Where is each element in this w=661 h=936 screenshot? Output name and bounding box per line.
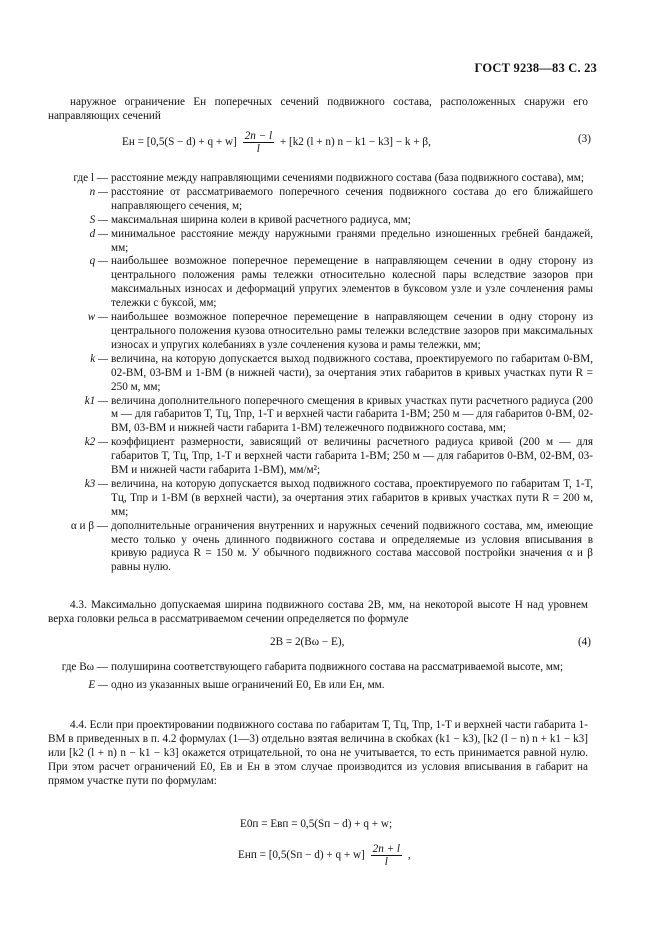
definition-item <box>48 661 593 675</box>
definition-text: расстояние между направляющими сечениями подвижного состава (база подвижного состава), мм; <box>111 172 584 184</box>
formula-3-fraction <box>243 130 274 155</box>
formula-6-denominator: l <box>384 856 388 868</box>
definition-item <box>48 214 593 228</box>
definition-text: наибольшее возможное поперечное перемещение в направляющем сечении в одну сторону из центрального положения кузова относительно рамы тележки вследствие зазоров при максимальных износах и упругих колебаниях в узле сочленения кузова и рамы тележки, мм; <box>111 311 593 351</box>
definition-item <box>48 395 593 437</box>
definition-text: коэффициент размерности, зависящий от величины расчетного радиуса кривой (200 м — для габаритов Т, Тц, Тпр, 1-Т и верхней части габарита 1-ВМ; 250 м — для габаритов 0-ВМ, 02-ВМ, 03-ВМ и нижней части габарита 1-ВМ), мм/м²; <box>111 436 593 477</box>
definition-item <box>48 255 593 311</box>
definition-item <box>48 186 593 214</box>
definition-text: величина, на которую допускается выход подвижного состава, проектируемого по габаритам 0-ВМ, 02-ВМ, 03-ВМ и 1-ВМ (в нижней части), за очертания этих габаритов в кривых участках пути R = 250 м, мм; <box>111 352 593 393</box>
formula-6-numerator: 2n + l <box>372 843 401 855</box>
definition-term: k — <box>90 352 108 365</box>
definition-text: полуширина соответствующего габарита подвижного состава на рассматриваемой высоте, мм; <box>111 661 564 673</box>
formula-3-lhs: Eн = [0,5(S − d) + q + w] <box>122 136 237 149</box>
definition-term: d — <box>89 227 108 240</box>
definition-item <box>48 436 593 478</box>
definition-text: минимальное расстояние между наружными гранями предельно изношенных гребней бандажей, мм; <box>111 227 593 254</box>
definition-text: величина, на которую допускается выход подвижного состава, проектируемого по габаритам Т, 1-Т, Тц, Тпр и 1-ВМ (в верхней части), за очертания этих габаритов в кривых участках пути R = 200 м, мм; <box>111 477 593 518</box>
definition-item <box>48 172 593 186</box>
definition-text: величина дополнительного поперечного смещения в кривых участках пути расчетного радиуса (200 м — для габаритов Т, Тц, Тпр, 1-Т и верхней части габарита 1-ВМ; 250 м — для габаритов 0-ВМ, 02-ВМ, 03-ВМ и нижней части габарита 1-ВМ) тележечного подвижного состава, мм; <box>111 394 593 435</box>
formula-6-lhs: Eнп = [0,5(Sп − d) + q + w] <box>238 849 365 862</box>
definition-term: w — <box>87 311 108 324</box>
formula-4-number: (4) <box>577 636 591 648</box>
definition-list <box>48 172 593 575</box>
formula-5: E0п = Eвп = 0,5(Sп − d) + q + w; <box>240 818 393 830</box>
definition-term: k3 — <box>84 477 108 490</box>
definition-term: n — <box>89 185 108 198</box>
definition-term: k2 — <box>84 436 108 449</box>
definition-term: где Bω — <box>61 661 108 673</box>
definition-text: наибольшее возможное поперечное перемещение в направляющем сечении в одну сторону из центрального положения рамы тележки относительно колесной пары вследствие зазоров при максимальных износах и деформаций упругих элементов в буксовом узле и узле сочленения рамы тележки с буксой, мм; <box>111 255 593 310</box>
definition-text: дополнительные ограничения внутренних и наружных сечений подвижного состава, мм, имеющие место только у очень длинного подвижного состава и определяемые из условия вписывания в кривую радиуса R = 150 м. У обычного подвижного состава массовой постройки значения α и β равны нулю. <box>111 519 593 574</box>
definition-text: максимальная ширина колеи в кривой расчетного радиуса, мм; <box>111 213 411 226</box>
formula-6 <box>238 843 411 868</box>
formula-3-numerator: 2n − l <box>244 130 273 142</box>
formula-6-end: , <box>407 849 411 862</box>
definition-item <box>48 520 593 576</box>
definition-item <box>48 228 593 256</box>
definition-item <box>48 311 593 353</box>
definition-item <box>48 478 593 520</box>
intro-paragraph: наружное ограничение Eн поперечных сечений подвижного состава, расположенных снаружи его направляющих сечений <box>48 96 588 123</box>
definition-item <box>48 353 593 395</box>
formula-4-definitions <box>48 661 593 693</box>
definition-term: где l — <box>73 172 108 184</box>
definition-term: E — <box>88 678 108 691</box>
section-4-4: 4.4. Если при проектировании подвижного состава по габаритам Т, Тц, Тпр, 1-Т и верхней части габарита 1-ВМ в приведенных в п. 4.2 формулах (1—3) отдельно взятая величина в скобках (k1 − k3), [k2 (l − n) n + k1 − k3] или [k2 (l + n) n − k1 − k3] окажется отрицательной, то она не учитывается, то есть принимается равной нулю. При этом расчет ограничений E0, Eв и Eн в этом случае производится из условия вписывания в габарит на прямом участке пути по формулам: <box>48 719 588 788</box>
formula-3-denominator: l <box>256 143 260 155</box>
formula-6-fraction <box>371 843 402 868</box>
page-header: ГОСТ 9238—83 С. 23 <box>474 61 597 75</box>
definition-item <box>48 679 593 693</box>
definition-term: k1 — <box>84 394 108 407</box>
definition-term: S — <box>89 213 108 226</box>
formula-3-rhs: + [k2 (l + n) n − k1 − k3] − k + β, <box>279 136 431 149</box>
formula-3-number: (3) <box>577 133 591 145</box>
section-4-3: 4.3. Максимально допускаемая ширина подвижного состава 2B, мм, на некоторой высоте H над уровнем верха головки рельса в рассматриваемом сечении определяется по формуле <box>48 599 588 626</box>
definition-term: α и β — <box>70 519 108 532</box>
formula-3 <box>122 130 431 155</box>
formula-4: 2B = 2(Bω − E), <box>270 636 345 648</box>
definition-term: q — <box>89 255 108 268</box>
definition-text: расстояние от рассматриваемого поперечного сечения подвижного состава до его ближайшего направляющего сечения, м; <box>111 185 593 212</box>
definition-text: одно из указанных выше ограничений E0, Eв или Eн, мм. <box>111 678 385 691</box>
